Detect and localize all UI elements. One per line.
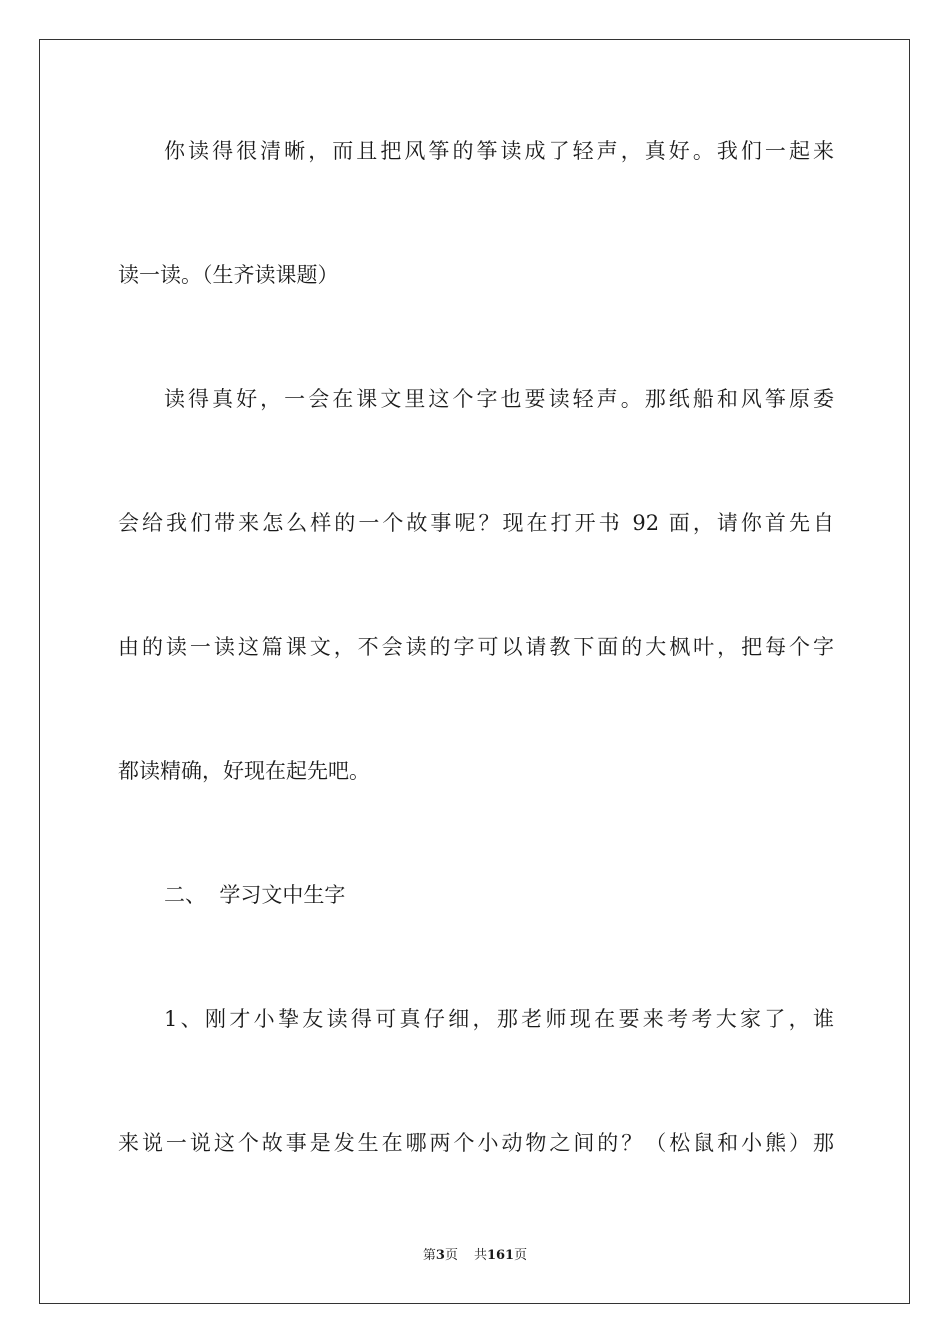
- footer-total-suffix: 页: [514, 1248, 528, 1263]
- paragraph-line-2: 读一读。（生齐读课题）: [118, 263, 339, 287]
- page-border: [39, 39, 910, 1304]
- paragraph-line-4: 会给我们带来怎么样的一个故事呢？现在打开书 92 面，请你首先自: [118, 511, 834, 535]
- paragraph-line-8: 来说一说这个故事是发生在哪两个小动物之间的？（松鼠和小熊）那: [118, 1131, 834, 1155]
- paragraph-line-1: 你读得很清晰，而且把风筝的筝读成了轻声，真好。我们一起来: [164, 139, 834, 163]
- footer-total-number: 161: [486, 1248, 515, 1263]
- paragraph-line-6: 都读精确，好现在起先吧。: [118, 759, 370, 783]
- footer-page-prefix: 第: [422, 1248, 436, 1263]
- section-heading: 二、 学习文中生字: [164, 883, 346, 907]
- paragraph-line-3: 读得真好，一会在课文里这个字也要读轻声。那纸船和风筝原委: [164, 387, 834, 411]
- page-footer: [0, 1247, 950, 1265]
- paragraph-line-5: 由的读一读这篇课文，不会读的字可以请教下面的大枫叶，把每个字: [118, 635, 834, 659]
- footer-total-prefix: 共: [473, 1248, 487, 1263]
- footer-page-number: 3: [435, 1248, 445, 1263]
- footer-page-suffix: 页: [444, 1248, 458, 1263]
- paragraph-line-7: 1、刚才小挚友读得可真仔细，那老师现在要来考考大家了，谁: [164, 1007, 834, 1031]
